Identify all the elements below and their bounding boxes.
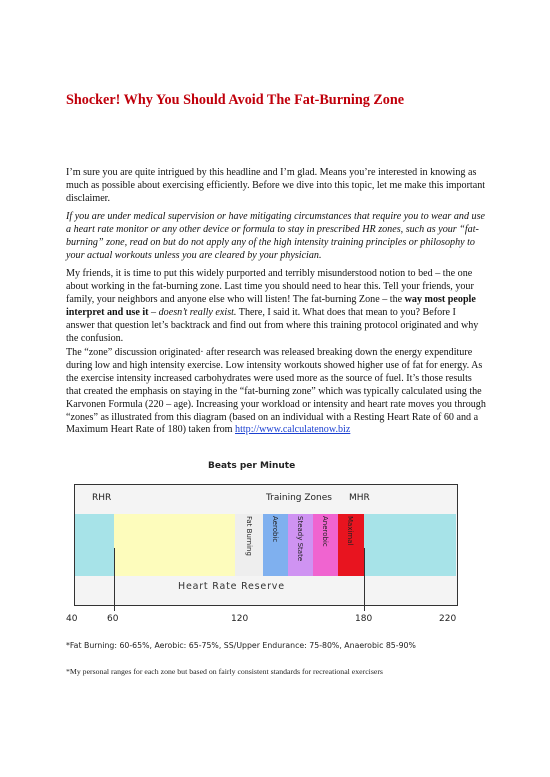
tick-label: 180 (355, 614, 373, 624)
training-zones-label: Training Zones (266, 493, 332, 503)
paragraph-text: – (148, 306, 159, 318)
disclaimer-paragraph: If you are under medical supervision or have mitigating circumstances that require you to wear and use a heart rate monitor or any other device or formula to stay in prescribed HR zones, such as your “fat-burning” zone, read on but do not apply any of the high intensity training principles or philosophy to your actual workouts unless you are cleared by your physician. (66, 211, 486, 261)
mhr-label: MHR (349, 493, 370, 503)
zone-label-steady-state: Steady State (296, 516, 304, 562)
paragraph-text: The “zone” discussion originated· after research was released breaking down the energy expenditure during low and high intensity exercise. Low intensity workouts showed higher use of fat for energy. As the exercise intensity increased carbohydrates were used more as the source of fuel. It’s those results that created the emphasis on staying in the “fat-burning zone” which was typically calculated using the Karvonen Formula (220 – age). Increasing your workload or intensity and heart rate moves you through “zones” as illustrated from this diagram (based on an individual with a Resting Heart Rate of 60 and a Maximum Heart Rate of 180) taken from (66, 347, 486, 436)
tick-label: 40 (66, 614, 78, 624)
paragraph-text: My friends, it is time to put this widely purported and terribly misunderstood notion to bed – the one about working in the fat-burning zone. Last time you should need to hear this. Tell your friends, your family, your neighbors and anyone else who will listen! The fat-burning Zone – the (66, 268, 474, 305)
tick-label: 220 (439, 614, 457, 624)
source-link[interactable]: http://www.calculatenow.biz (235, 424, 351, 436)
italic-phrase: doesn’t really exist. (158, 306, 237, 318)
personal-ranges-footnote: *My personal ranges for each zone but based on fairly consistent standards for recreational exercisers (66, 667, 383, 676)
heart-rate-reserve-label: Heart Rate Reserve (178, 581, 285, 592)
zone-label-fat-burning: Fat Burning (245, 516, 253, 556)
intro-paragraph: I’m sure you are quite intrigued by this headline and I’m glad. Means you’re interested in knowing as much as possible about exercising efficiently. Before we dive into this topic, let me make this important disclaimer. (66, 167, 486, 204)
above-max-band (364, 514, 456, 576)
zone-origin-paragraph (66, 347, 486, 437)
below-rest-band (75, 514, 114, 576)
low-reserve-band (114, 514, 235, 576)
mhr-marker-line (364, 548, 365, 611)
paragraph-text: There, I said it. What does that mean to you? Before I answer that question let’s backtrack and find out from where this training protocol originated and why the confusion. (66, 306, 479, 344)
article-title: Shocker! Why You Should Avoid The Fat-Burning Zone (66, 92, 405, 108)
chart-title: Beats per Minute (208, 461, 296, 471)
rhr-marker-line (114, 548, 115, 611)
tick-label: 120 (231, 614, 249, 624)
heart-rate-zone-diagram (0, 448, 550, 638)
fat-burning-paragraph (66, 268, 486, 345)
zone-percent-footnote: *Fat Burning: 60-65%, Aerobic: 65-75%, SS/Upper Endurance: 75-80%, Anaerobic 85-90% (66, 641, 416, 650)
tick-label: 60 (107, 614, 119, 624)
zone-label-maximal: Maximal (346, 516, 354, 546)
rhr-label: RHR (92, 493, 112, 503)
bold-phrase: way most people interpret and use it (66, 293, 476, 318)
zone-label-aerobic: Aerobic (271, 516, 279, 543)
zone-label-anerobic: Anerobic (321, 516, 329, 547)
